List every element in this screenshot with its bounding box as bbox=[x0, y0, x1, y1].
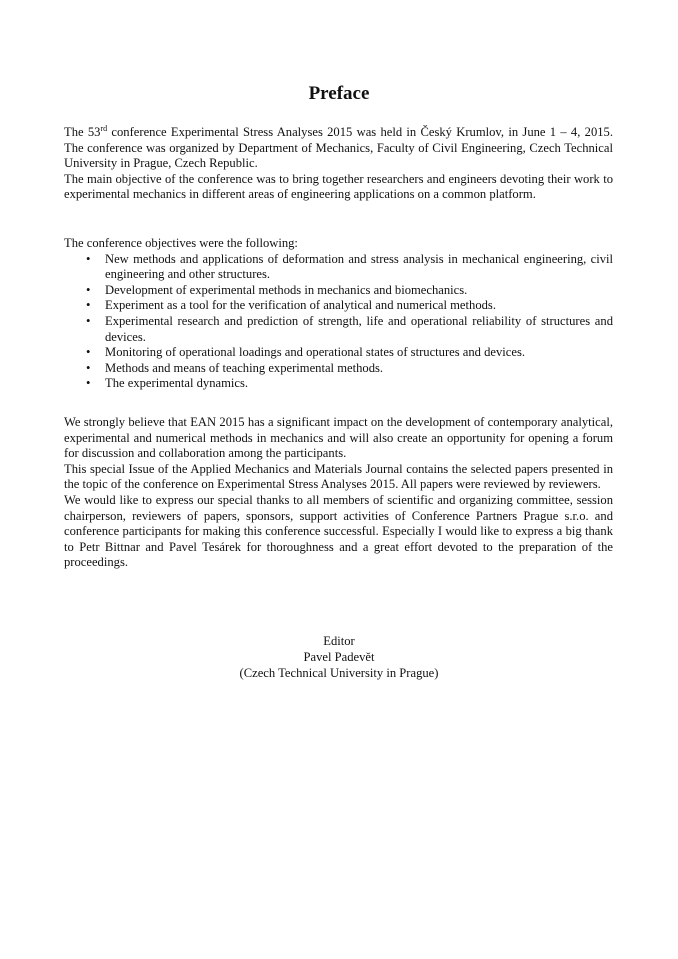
intro-paragraph-2: The main objective of the conference was to bring together researchers and engineers devoting their work to experimental mechanics in different areas of engineering applications on a common platform. bbox=[64, 171, 613, 202]
objectives-heading: The conference objectives were the following: bbox=[64, 236, 298, 250]
page-title: Preface bbox=[308, 83, 370, 104]
intro-paragraph-1-start: The 53 bbox=[64, 125, 101, 139]
bullet-icon: • bbox=[86, 282, 91, 297]
bullet-icon: • bbox=[86, 298, 91, 313]
signature-role: Editor bbox=[323, 634, 355, 648]
list-item bbox=[64, 361, 613, 377]
closing-section bbox=[64, 415, 613, 571]
bullet-icon: • bbox=[86, 313, 91, 328]
list-item bbox=[64, 298, 613, 314]
ordinal-suffix: rd bbox=[100, 123, 108, 133]
signature-block bbox=[0, 633, 678, 681]
objectives-list bbox=[64, 252, 613, 392]
list-item bbox=[64, 345, 613, 361]
list-item bbox=[64, 314, 613, 345]
list-item-text: Experimental research and prediction of strength, life and operational reliability of structures and devices. bbox=[105, 313, 613, 344]
list-item bbox=[64, 283, 613, 299]
signature-name: Pavel Padevět bbox=[303, 650, 375, 664]
bullet-icon: • bbox=[86, 360, 91, 375]
bullet-icon: • bbox=[86, 345, 91, 360]
list-item-text: Development of experimental methods in mechanics and biomechanics. bbox=[105, 282, 468, 297]
objectives-section bbox=[64, 236, 613, 392]
signature-affiliation: (Czech Technical University in Prague) bbox=[239, 666, 439, 680]
list-item-text: Methods and means of teaching experimental methods. bbox=[105, 360, 384, 375]
closing-paragraph-3: We would like to express our special thanks to all members of scientific and organizing committee, session chairperson, reviewers of papers, sponsors, support activities of Conference Partners Prague s.r.o. and conference participants for making this conference successful. Especially I would like to express a big thank to Petr Bittnar and Pavel Tesárek for thoroughness and a great effort devoted to the preparation of the proceedings. bbox=[64, 492, 613, 570]
closing-paragraph-1: We strongly believe that EAN 2015 has a significant impact on the development of contemporary analytical, experimental and numerical methods in mechanics and will also create an opportunity for opening a forum for discussion and collaboration among the participants. bbox=[64, 415, 613, 461]
list-item-text: Experiment as a tool for the verification of analytical and numerical methods. bbox=[105, 298, 496, 313]
intro-paragraph-1 bbox=[64, 125, 613, 172]
bullet-icon: • bbox=[86, 376, 91, 391]
bullet-icon: • bbox=[86, 251, 91, 266]
intro-paragraph-1-rest: conference Experimental Stress Analyses 2015 was held in Český Krumlov, in June 1 – 4, 2015. The conference was organized by Department of Mechanics, Faculty of Civil Engineering, Czech Technical University in Prague, Czech Republic. bbox=[64, 125, 613, 171]
list-item bbox=[64, 376, 613, 392]
intro-section bbox=[64, 125, 613, 203]
list-item-text: Monitoring of operational loadings and operational states of structures and devices. bbox=[105, 345, 526, 360]
list-item bbox=[64, 252, 613, 283]
closing-paragraph-2: This special Issue of the Applied Mechanics and Materials Journal contains the selected papers presented in the topic of the conference on Experimental Stress Analyses 2015. All papers were reviewed by reviewers. bbox=[64, 461, 613, 492]
list-item-text: The experimental dynamics. bbox=[105, 376, 249, 391]
list-item-text: New methods and applications of deformation and stress analysis in mechanical engineering, civil engineering and other structures. bbox=[105, 251, 613, 282]
